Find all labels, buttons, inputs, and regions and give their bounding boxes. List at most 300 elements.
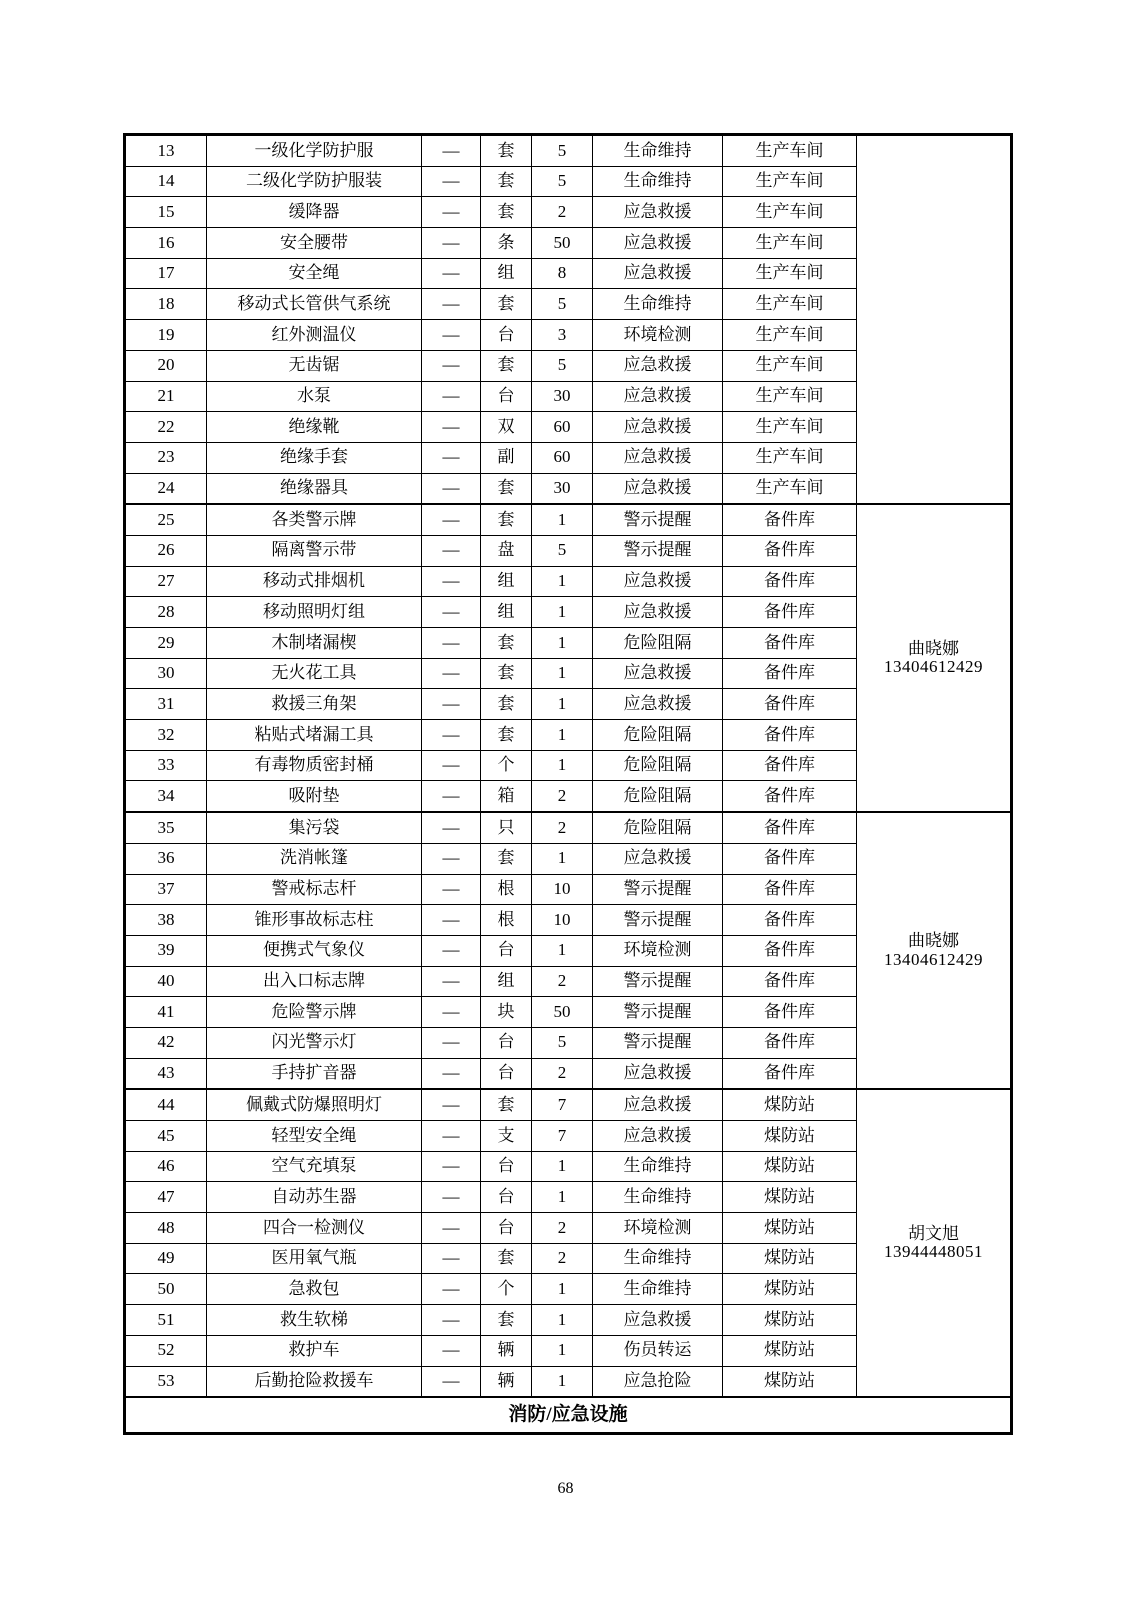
quantity-cell: 1 — [532, 750, 593, 781]
item-name-cell: 木制堵漏楔 — [207, 628, 422, 659]
section-footer-row — [125, 1397, 1012, 1434]
item-name-cell: 安全绳 — [207, 258, 422, 289]
item-name-cell: 安全腰带 — [207, 228, 422, 259]
quantity-cell: 1 — [532, 843, 593, 874]
spec-cell: — — [422, 381, 481, 412]
purpose-cell: 生命维持 — [593, 166, 723, 197]
spec-cell: — — [422, 1366, 481, 1397]
unit-cell: 台 — [481, 1058, 532, 1089]
location-cell: 备件库 — [723, 905, 857, 936]
quantity-cell: 2 — [532, 1058, 593, 1089]
row-number-cell: 32 — [125, 720, 207, 751]
row-number-cell: 26 — [125, 535, 207, 566]
spec-cell: — — [422, 504, 481, 535]
row-number-cell: 13 — [125, 135, 207, 167]
table-row — [125, 135, 1012, 167]
spec-cell: — — [422, 905, 481, 936]
purpose-cell: 警示提醒 — [593, 966, 723, 997]
spec-cell: — — [422, 1027, 481, 1058]
item-name-cell: 移动照明灯组 — [207, 597, 422, 628]
spec-cell: — — [422, 350, 481, 381]
purpose-cell: 应急抢险 — [593, 1366, 723, 1397]
location-cell: 备件库 — [723, 935, 857, 966]
purpose-cell: 生命维持 — [593, 1274, 723, 1305]
location-cell: 备件库 — [723, 689, 857, 720]
purpose-cell: 危险阻隔 — [593, 812, 723, 843]
location-cell: 生产车间 — [723, 228, 857, 259]
item-name-cell: 缓降器 — [207, 197, 422, 228]
contact-name: 曲晓娜 — [908, 931, 959, 951]
unit-cell: 套 — [481, 197, 532, 228]
spec-cell: — — [422, 289, 481, 320]
quantity-cell: 1 — [532, 1151, 593, 1182]
unit-cell: 双 — [481, 412, 532, 443]
location-cell: 煤防站 — [723, 1243, 857, 1274]
spec-cell: — — [422, 1335, 481, 1366]
location-cell: 备件库 — [723, 997, 857, 1028]
row-number-cell: 31 — [125, 689, 207, 720]
spec-cell: — — [422, 597, 481, 628]
location-cell: 备件库 — [723, 597, 857, 628]
item-name-cell: 移动式长管供气系统 — [207, 289, 422, 320]
section-footer-label: 消防/应急设施 — [125, 1397, 1012, 1434]
quantity-cell: 1 — [532, 1366, 593, 1397]
item-name-cell: 吸附垫 — [207, 781, 422, 812]
table-footer — [125, 1397, 1012, 1434]
item-name-cell: 水泵 — [207, 381, 422, 412]
location-cell: 备件库 — [723, 566, 857, 597]
location-cell: 生产车间 — [723, 135, 857, 167]
quantity-cell: 1 — [532, 1274, 593, 1305]
unit-cell: 辆 — [481, 1366, 532, 1397]
quantity-cell: 8 — [532, 258, 593, 289]
quantity-cell: 2 — [532, 1213, 593, 1244]
purpose-cell: 警示提醒 — [593, 535, 723, 566]
quantity-cell: 5 — [532, 350, 593, 381]
item-name-cell: 绝缘器具 — [207, 473, 422, 504]
item-name-cell: 无齿锯 — [207, 350, 422, 381]
contact-phone: 13404612429 — [884, 949, 983, 969]
location-cell: 备件库 — [723, 628, 857, 659]
contact-phone: 13404612429 — [884, 657, 983, 677]
contact-cell — [857, 504, 1012, 812]
item-name-cell: 洗消帐篷 — [207, 843, 422, 874]
row-number-cell: 52 — [125, 1335, 207, 1366]
location-cell: 备件库 — [723, 720, 857, 751]
spec-cell: — — [422, 197, 481, 228]
purpose-cell: 环境检测 — [593, 1213, 723, 1244]
quantity-cell: 60 — [532, 442, 593, 473]
item-name-cell: 便携式气象仪 — [207, 935, 422, 966]
unit-cell: 套 — [481, 504, 532, 535]
unit-cell: 套 — [481, 720, 532, 751]
equipment-table — [123, 133, 1013, 1435]
item-name-cell: 出入口标志牌 — [207, 966, 422, 997]
contact-phone: 13944448051 — [884, 1242, 983, 1262]
row-number-cell: 47 — [125, 1182, 207, 1213]
row-number-cell: 49 — [125, 1243, 207, 1274]
purpose-cell: 警示提醒 — [593, 905, 723, 936]
location-cell: 备件库 — [723, 1027, 857, 1058]
spec-cell: — — [422, 1058, 481, 1089]
location-cell: 煤防站 — [723, 1305, 857, 1336]
row-number-cell: 39 — [125, 935, 207, 966]
purpose-cell: 应急救援 — [593, 258, 723, 289]
location-cell: 煤防站 — [723, 1274, 857, 1305]
purpose-cell: 警示提醒 — [593, 874, 723, 905]
location-cell: 煤防站 — [723, 1151, 857, 1182]
purpose-cell: 危险阻隔 — [593, 781, 723, 812]
unit-cell: 条 — [481, 228, 532, 259]
item-name-cell: 隔离警示带 — [207, 535, 422, 566]
item-name-cell: 集污袋 — [207, 812, 422, 843]
item-name-cell: 各类警示牌 — [207, 504, 422, 535]
item-name-cell: 救护车 — [207, 1335, 422, 1366]
location-cell: 生产车间 — [723, 350, 857, 381]
row-number-cell: 16 — [125, 228, 207, 259]
item-name-cell: 闪光警示灯 — [207, 1027, 422, 1058]
unit-cell: 箱 — [481, 781, 532, 812]
spec-cell: — — [422, 935, 481, 966]
row-number-cell: 22 — [125, 412, 207, 443]
spec-cell: — — [422, 535, 481, 566]
item-name-cell: 有毒物质密封桶 — [207, 750, 422, 781]
quantity-cell: 7 — [532, 1121, 593, 1152]
unit-cell: 台 — [481, 1027, 532, 1058]
page-number: 68 — [557, 1480, 574, 1497]
purpose-cell: 生命维持 — [593, 1182, 723, 1213]
row-number-cell: 23 — [125, 442, 207, 473]
item-name-cell: 锥形事故标志柱 — [207, 905, 422, 936]
unit-cell: 套 — [481, 166, 532, 197]
item-name-cell: 警戒标志杆 — [207, 874, 422, 905]
spec-cell: — — [422, 874, 481, 905]
unit-cell: 套 — [481, 350, 532, 381]
unit-cell: 组 — [481, 597, 532, 628]
spec-cell: — — [422, 1274, 481, 1305]
unit-cell: 台 — [481, 1213, 532, 1244]
item-name-cell: 移动式排烟机 — [207, 566, 422, 597]
row-number-cell: 27 — [125, 566, 207, 597]
row-number-cell: 15 — [125, 197, 207, 228]
location-cell: 生产车间 — [723, 412, 857, 443]
quantity-cell: 30 — [532, 381, 593, 412]
location-cell: 煤防站 — [723, 1089, 857, 1120]
spec-cell: — — [422, 1243, 481, 1274]
spec-cell: — — [422, 566, 481, 597]
unit-cell: 组 — [481, 966, 532, 997]
unit-cell: 套 — [481, 135, 532, 167]
location-cell: 备件库 — [723, 504, 857, 535]
quantity-cell: 1 — [532, 1305, 593, 1336]
item-name-cell: 红外测温仪 — [207, 320, 422, 351]
contact-cell — [857, 1089, 1012, 1397]
quantity-cell: 1 — [532, 566, 593, 597]
item-name-cell: 医用氧气瓶 — [207, 1243, 422, 1274]
purpose-cell: 应急救援 — [593, 228, 723, 259]
unit-cell: 套 — [481, 689, 532, 720]
row-number-cell: 34 — [125, 781, 207, 812]
contact-name: 曲晓娜 — [908, 638, 959, 658]
spec-cell: — — [422, 658, 481, 689]
purpose-cell: 应急救援 — [593, 350, 723, 381]
unit-cell: 套 — [481, 289, 532, 320]
quantity-cell: 3 — [532, 320, 593, 351]
spec-cell: — — [422, 320, 481, 351]
item-name-cell: 空气充填泵 — [207, 1151, 422, 1182]
unit-cell: 组 — [481, 566, 532, 597]
quantity-cell: 5 — [532, 166, 593, 197]
item-name-cell: 绝缘靴 — [207, 412, 422, 443]
quantity-cell: 1 — [532, 1335, 593, 1366]
quantity-cell: 1 — [532, 658, 593, 689]
location-cell: 煤防站 — [723, 1366, 857, 1397]
purpose-cell: 应急救援 — [593, 381, 723, 412]
item-name-cell: 粘贴式堵漏工具 — [207, 720, 422, 751]
row-number-cell: 33 — [125, 750, 207, 781]
purpose-cell: 警示提醒 — [593, 997, 723, 1028]
row-number-cell: 53 — [125, 1366, 207, 1397]
spec-cell: — — [422, 1305, 481, 1336]
item-name-cell: 无火花工具 — [207, 658, 422, 689]
purpose-cell: 警示提醒 — [593, 1027, 723, 1058]
unit-cell: 台 — [481, 935, 532, 966]
purpose-cell: 应急救援 — [593, 1058, 723, 1089]
row-number-cell: 43 — [125, 1058, 207, 1089]
purpose-cell: 危险阻隔 — [593, 750, 723, 781]
row-number-cell: 36 — [125, 843, 207, 874]
spec-cell: — — [422, 473, 481, 504]
spec-cell: — — [422, 258, 481, 289]
quantity-cell: 2 — [532, 781, 593, 812]
unit-cell: 套 — [481, 473, 532, 504]
location-cell: 备件库 — [723, 750, 857, 781]
item-name-cell: 急救包 — [207, 1274, 422, 1305]
purpose-cell: 环境检测 — [593, 320, 723, 351]
row-number-cell: 41 — [125, 997, 207, 1028]
row-number-cell: 24 — [125, 473, 207, 504]
location-cell: 煤防站 — [723, 1121, 857, 1152]
row-number-cell: 21 — [125, 381, 207, 412]
item-name-cell: 轻型安全绳 — [207, 1121, 422, 1152]
row-number-cell: 18 — [125, 289, 207, 320]
spec-cell: — — [422, 228, 481, 259]
item-name-cell: 二级化学防护服装 — [207, 166, 422, 197]
unit-cell: 盘 — [481, 535, 532, 566]
unit-cell: 套 — [481, 1243, 532, 1274]
quantity-cell: 1 — [532, 689, 593, 720]
quantity-cell: 1 — [532, 1182, 593, 1213]
contact-name: 胡文旭 — [908, 1223, 959, 1243]
quantity-cell: 5 — [532, 1027, 593, 1058]
location-cell: 备件库 — [723, 1058, 857, 1089]
location-cell: 备件库 — [723, 874, 857, 905]
row-number-cell: 30 — [125, 658, 207, 689]
contact-cell — [857, 135, 1012, 505]
item-name-cell: 四合一检测仪 — [207, 1213, 422, 1244]
spec-cell: — — [422, 412, 481, 443]
quantity-cell: 2 — [532, 1243, 593, 1274]
quantity-cell: 7 — [532, 1089, 593, 1120]
row-number-cell: 14 — [125, 166, 207, 197]
unit-cell: 辆 — [481, 1335, 532, 1366]
location-cell: 生产车间 — [723, 197, 857, 228]
row-number-cell: 40 — [125, 966, 207, 997]
row-number-cell: 42 — [125, 1027, 207, 1058]
row-number-cell: 28 — [125, 597, 207, 628]
row-number-cell: 25 — [125, 504, 207, 535]
purpose-cell: 生命维持 — [593, 135, 723, 167]
row-number-cell: 46 — [125, 1151, 207, 1182]
row-number-cell: 19 — [125, 320, 207, 351]
location-cell: 生产车间 — [723, 258, 857, 289]
spec-cell: — — [422, 442, 481, 473]
quantity-cell: 30 — [532, 473, 593, 504]
contact-cell — [857, 812, 1012, 1089]
location-cell: 生产车间 — [723, 320, 857, 351]
spec-cell: — — [422, 135, 481, 167]
quantity-cell: 5 — [532, 135, 593, 167]
quantity-cell: 2 — [532, 966, 593, 997]
quantity-cell: 60 — [532, 412, 593, 443]
spec-cell: — — [422, 997, 481, 1028]
item-name-cell: 危险警示牌 — [207, 997, 422, 1028]
unit-cell: 套 — [481, 1089, 532, 1120]
table-body — [125, 135, 1012, 1398]
unit-cell: 根 — [481, 874, 532, 905]
spec-cell: — — [422, 166, 481, 197]
row-number-cell: 35 — [125, 812, 207, 843]
location-cell: 备件库 — [723, 781, 857, 812]
row-number-cell: 29 — [125, 628, 207, 659]
location-cell: 备件库 — [723, 658, 857, 689]
row-number-cell: 17 — [125, 258, 207, 289]
spec-cell: — — [422, 628, 481, 659]
quantity-cell: 1 — [532, 720, 593, 751]
purpose-cell: 警示提醒 — [593, 504, 723, 535]
table-row — [125, 504, 1012, 535]
unit-cell: 台 — [481, 1151, 532, 1182]
purpose-cell: 应急救援 — [593, 843, 723, 874]
item-name-cell: 自动苏生器 — [207, 1182, 422, 1213]
spec-cell: — — [422, 1182, 481, 1213]
purpose-cell: 生命维持 — [593, 1243, 723, 1274]
spec-cell: — — [422, 1151, 481, 1182]
item-name-cell: 佩戴式防爆照明灯 — [207, 1089, 422, 1120]
location-cell: 煤防站 — [723, 1213, 857, 1244]
purpose-cell: 应急救援 — [593, 197, 723, 228]
item-name-cell: 后勤抢险救援车 — [207, 1366, 422, 1397]
item-name-cell: 手持扩音器 — [207, 1058, 422, 1089]
purpose-cell: 应急救援 — [593, 597, 723, 628]
quantity-cell: 1 — [532, 935, 593, 966]
purpose-cell: 应急救援 — [593, 658, 723, 689]
purpose-cell: 应急救援 — [593, 1121, 723, 1152]
purpose-cell: 应急救援 — [593, 473, 723, 504]
quantity-cell: 1 — [532, 504, 593, 535]
item-name-cell: 救生软梯 — [207, 1305, 422, 1336]
row-number-cell: 50 — [125, 1274, 207, 1305]
purpose-cell: 生命维持 — [593, 1151, 723, 1182]
quantity-cell: 50 — [532, 997, 593, 1028]
purpose-cell: 生命维持 — [593, 289, 723, 320]
spec-cell: — — [422, 1089, 481, 1120]
unit-cell: 根 — [481, 905, 532, 936]
unit-cell: 个 — [481, 750, 532, 781]
item-name-cell: 绝缘手套 — [207, 442, 422, 473]
unit-cell: 套 — [481, 628, 532, 659]
unit-cell: 只 — [481, 812, 532, 843]
purpose-cell: 应急救援 — [593, 442, 723, 473]
row-number-cell: 38 — [125, 905, 207, 936]
purpose-cell: 危险阻隔 — [593, 628, 723, 659]
quantity-cell: 1 — [532, 628, 593, 659]
purpose-cell: 应急救援 — [593, 1305, 723, 1336]
unit-cell: 台 — [481, 381, 532, 412]
unit-cell: 台 — [481, 320, 532, 351]
row-number-cell: 37 — [125, 874, 207, 905]
unit-cell: 副 — [481, 442, 532, 473]
spec-cell: — — [422, 689, 481, 720]
unit-cell: 台 — [481, 1182, 532, 1213]
spec-cell: — — [422, 720, 481, 751]
unit-cell: 套 — [481, 843, 532, 874]
item-name-cell: 一级化学防护服 — [207, 135, 422, 167]
spec-cell: — — [422, 1213, 481, 1244]
location-cell: 生产车间 — [723, 442, 857, 473]
spec-cell: — — [422, 812, 481, 843]
unit-cell: 组 — [481, 258, 532, 289]
quantity-cell: 1 — [532, 597, 593, 628]
purpose-cell: 应急救援 — [593, 566, 723, 597]
location-cell: 备件库 — [723, 812, 857, 843]
row-number-cell: 45 — [125, 1121, 207, 1152]
location-cell: 生产车间 — [723, 166, 857, 197]
row-number-cell: 20 — [125, 350, 207, 381]
quantity-cell: 50 — [532, 228, 593, 259]
location-cell: 生产车间 — [723, 473, 857, 504]
location-cell: 生产车间 — [723, 381, 857, 412]
unit-cell: 块 — [481, 997, 532, 1028]
quantity-cell: 10 — [532, 874, 593, 905]
row-number-cell: 51 — [125, 1305, 207, 1336]
unit-cell: 支 — [481, 1121, 532, 1152]
purpose-cell: 危险阻隔 — [593, 720, 723, 751]
spec-cell: — — [422, 781, 481, 812]
purpose-cell: 应急救援 — [593, 689, 723, 720]
table-row — [125, 812, 1012, 843]
purpose-cell: 应急救援 — [593, 412, 723, 443]
unit-cell: 套 — [481, 1305, 532, 1336]
location-cell: 备件库 — [723, 966, 857, 997]
spec-cell: — — [422, 966, 481, 997]
unit-cell: 套 — [481, 658, 532, 689]
item-name-cell: 救援三角架 — [207, 689, 422, 720]
location-cell: 备件库 — [723, 843, 857, 874]
purpose-cell: 环境检测 — [593, 935, 723, 966]
location-cell: 煤防站 — [723, 1182, 857, 1213]
unit-cell: 个 — [481, 1274, 532, 1305]
purpose-cell: 伤员转运 — [593, 1335, 723, 1366]
quantity-cell: 10 — [532, 905, 593, 936]
quantity-cell: 5 — [532, 289, 593, 320]
purpose-cell: 应急救援 — [593, 1089, 723, 1120]
location-cell: 煤防站 — [723, 1335, 857, 1366]
spec-cell: — — [422, 1121, 481, 1152]
location-cell: 生产车间 — [723, 289, 857, 320]
quantity-cell: 5 — [532, 535, 593, 566]
spec-cell: — — [422, 843, 481, 874]
